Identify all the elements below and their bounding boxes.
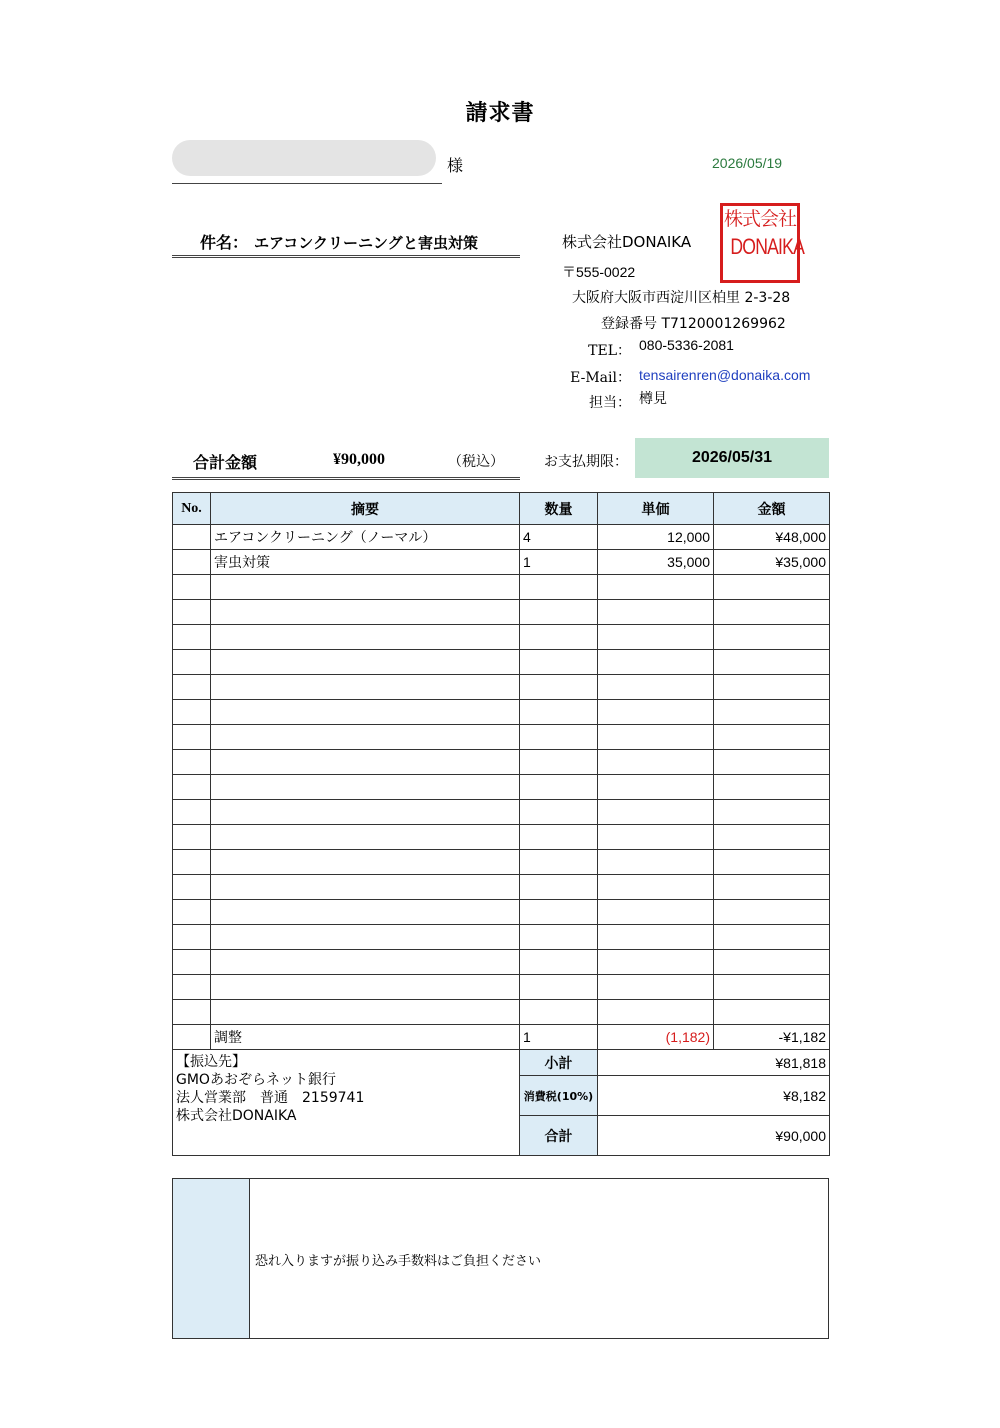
cell-amount: ¥48,000 bbox=[714, 525, 830, 550]
empty-cell bbox=[714, 575, 830, 600]
empty-cell bbox=[211, 825, 520, 850]
empty-cell bbox=[211, 625, 520, 650]
company-seal-stamp bbox=[720, 203, 805, 283]
tax-included-note: （税込） bbox=[448, 454, 504, 470]
adjustment-description: 調整 bbox=[211, 1025, 520, 1050]
empty-cell bbox=[598, 950, 714, 975]
empty-cell bbox=[598, 900, 714, 925]
empty-cell bbox=[211, 600, 520, 625]
empty-cell bbox=[173, 725, 211, 750]
cell-unit-price: 35,000 bbox=[598, 550, 714, 575]
table-row-empty bbox=[173, 975, 830, 1000]
empty-cell bbox=[520, 925, 598, 950]
issue-date: 2026/05/19 bbox=[712, 155, 783, 171]
empty-cell bbox=[598, 700, 714, 725]
empty-cell bbox=[598, 675, 714, 700]
stamp-line-2: DONAIKA bbox=[730, 234, 805, 259]
contact-value: 樽見 bbox=[639, 390, 667, 406]
header-no: No. bbox=[173, 493, 211, 525]
empty-cell bbox=[173, 650, 211, 675]
empty-cell bbox=[714, 775, 830, 800]
issuer-company: 株式会社DONAIKA bbox=[562, 233, 692, 251]
empty-cell bbox=[211, 850, 520, 875]
empty-cell bbox=[520, 750, 598, 775]
empty-cell bbox=[714, 675, 830, 700]
table-row-empty bbox=[173, 850, 830, 875]
table-row-empty bbox=[173, 625, 830, 650]
table-row-empty bbox=[173, 1000, 830, 1025]
empty-cell bbox=[520, 725, 598, 750]
empty-cell bbox=[520, 775, 598, 800]
total-amount-value: ¥90,000 bbox=[333, 451, 385, 468]
bank-name: GMOあおぞらネット銀行 bbox=[176, 1072, 336, 1088]
empty-cell bbox=[173, 600, 211, 625]
cell-no bbox=[173, 550, 211, 575]
document-title: 請求書 bbox=[465, 101, 535, 126]
empty-cell bbox=[714, 700, 830, 725]
adjustment-row bbox=[173, 1025, 830, 1050]
empty-cell bbox=[173, 750, 211, 775]
empty-cell bbox=[714, 900, 830, 925]
empty-cell bbox=[173, 825, 211, 850]
empty-cell bbox=[173, 900, 211, 925]
empty-cell bbox=[598, 625, 714, 650]
empty-cell bbox=[714, 875, 830, 900]
empty-cell bbox=[173, 850, 211, 875]
cell-no bbox=[173, 1025, 211, 1050]
email-label: E-Mail： bbox=[570, 370, 631, 386]
tel-label: TEL： bbox=[588, 343, 631, 359]
empty-cell bbox=[714, 850, 830, 875]
empty-cell bbox=[211, 750, 520, 775]
empty-cell bbox=[211, 975, 520, 1000]
empty-cell bbox=[714, 725, 830, 750]
table-row-empty bbox=[173, 725, 830, 750]
empty-cell bbox=[598, 925, 714, 950]
empty-cell bbox=[211, 775, 520, 800]
header-amount: 金額 bbox=[714, 493, 830, 525]
empty-cell bbox=[211, 875, 520, 900]
table-row-empty bbox=[173, 675, 830, 700]
empty-cell bbox=[173, 800, 211, 825]
empty-cell bbox=[173, 925, 211, 950]
empty-cell bbox=[520, 625, 598, 650]
empty-cell bbox=[714, 800, 830, 825]
empty-cell bbox=[598, 575, 714, 600]
subject bbox=[200, 230, 478, 253]
table-row-empty bbox=[173, 800, 830, 825]
table-row-empty bbox=[173, 650, 830, 675]
subtotal-row bbox=[173, 1050, 830, 1076]
header-description: 摘要 bbox=[211, 493, 520, 525]
due-date-label: お支払期限： bbox=[544, 454, 628, 470]
empty-cell bbox=[173, 775, 211, 800]
empty-cell bbox=[173, 950, 211, 975]
client-underline bbox=[172, 183, 442, 184]
empty-cell bbox=[598, 775, 714, 800]
empty-cell bbox=[714, 750, 830, 775]
table-row bbox=[173, 525, 830, 550]
tax-label: 消費税(10%) bbox=[520, 1076, 598, 1116]
empty-cell bbox=[211, 950, 520, 975]
empty-cell bbox=[714, 975, 830, 1000]
empty-cell bbox=[520, 850, 598, 875]
cell-quantity: 1 bbox=[520, 550, 598, 575]
client-honorific: 様 bbox=[447, 156, 464, 175]
empty-cell bbox=[173, 700, 211, 725]
contact-label: 担当： bbox=[589, 395, 631, 411]
empty-cell bbox=[173, 575, 211, 600]
email-value[interactable]: tensairenren@donaika.com bbox=[639, 367, 811, 383]
empty-cell bbox=[520, 700, 598, 725]
table-header-row bbox=[173, 493, 830, 525]
due-date-value: 2026/05/31 bbox=[691, 449, 773, 466]
empty-cell bbox=[598, 725, 714, 750]
bank-heading: 【振込先】 bbox=[176, 1054, 246, 1070]
empty-cell bbox=[520, 600, 598, 625]
issuer-address: 大阪府大阪市西淀川区柏里 2-3-28 bbox=[572, 290, 791, 306]
empty-cell bbox=[714, 625, 830, 650]
table-row-empty bbox=[173, 700, 830, 725]
header-quantity: 数量 bbox=[520, 493, 598, 525]
empty-cell bbox=[714, 925, 830, 950]
table-row-empty bbox=[173, 600, 830, 625]
empty-cell bbox=[598, 1000, 714, 1025]
empty-cell bbox=[211, 700, 520, 725]
issuer-zip: 〒555-0022 bbox=[562, 264, 636, 280]
empty-cell bbox=[520, 975, 598, 1000]
table-row-empty bbox=[173, 875, 830, 900]
empty-cell bbox=[520, 800, 598, 825]
empty-cell bbox=[598, 875, 714, 900]
cell-description: 害虫対策 bbox=[211, 550, 520, 575]
table-row-empty bbox=[173, 900, 830, 925]
empty-cell bbox=[598, 600, 714, 625]
empty-cell bbox=[714, 650, 830, 675]
empty-cell bbox=[211, 900, 520, 925]
empty-cell bbox=[173, 875, 211, 900]
empty-cell bbox=[211, 800, 520, 825]
tel-value: 080-5336-2081 bbox=[639, 337, 734, 353]
total-underline bbox=[172, 477, 520, 480]
bank-holder: 株式会社DONAIKA bbox=[176, 1108, 297, 1124]
table-row-empty bbox=[173, 575, 830, 600]
empty-cell bbox=[173, 625, 211, 650]
notes-side-panel bbox=[173, 1179, 250, 1338]
table-row-empty bbox=[173, 950, 830, 975]
cell-amount: ¥35,000 bbox=[714, 550, 830, 575]
client-name-redacted bbox=[172, 140, 436, 176]
stamp-line-1: 株式会社 bbox=[723, 208, 796, 230]
empty-cell bbox=[520, 675, 598, 700]
cell-description: エアコンクリーニング（ノーマル） bbox=[211, 525, 520, 550]
empty-cell bbox=[173, 975, 211, 1000]
empty-cell bbox=[520, 950, 598, 975]
cell-quantity: 4 bbox=[520, 525, 598, 550]
subtotal-value: ¥81,818 bbox=[598, 1050, 830, 1076]
bank-info bbox=[173, 1050, 520, 1156]
empty-cell bbox=[520, 1000, 598, 1025]
empty-cell bbox=[211, 925, 520, 950]
issuer-registration: 登録番号 T7120001269962 bbox=[601, 316, 786, 332]
empty-cell bbox=[211, 675, 520, 700]
subject-underline bbox=[172, 255, 520, 258]
subtotal-label: 小計 bbox=[520, 1050, 598, 1076]
subject-label: 件名： bbox=[200, 233, 249, 252]
empty-cell bbox=[598, 975, 714, 1000]
cell-no bbox=[173, 525, 211, 550]
subject-text: エアコンクリーニングと害虫対策 bbox=[254, 234, 478, 252]
empty-cell bbox=[211, 1000, 520, 1025]
empty-cell bbox=[211, 725, 520, 750]
table-row-empty bbox=[173, 750, 830, 775]
total-amount-label: 合計金額 bbox=[193, 453, 258, 472]
empty-cell bbox=[211, 650, 520, 675]
empty-cell bbox=[714, 600, 830, 625]
table-row-empty bbox=[173, 925, 830, 950]
empty-cell bbox=[714, 950, 830, 975]
notes-box bbox=[172, 1178, 829, 1339]
adjustment-amount: -¥1,182 bbox=[714, 1025, 830, 1050]
adjustment-unit-price: (1,182) bbox=[598, 1025, 714, 1050]
empty-cell bbox=[598, 650, 714, 675]
adjustment-quantity: 1 bbox=[520, 1025, 598, 1050]
empty-cell bbox=[173, 675, 211, 700]
grand-total-value: ¥90,000 bbox=[598, 1116, 830, 1156]
empty-cell bbox=[520, 650, 598, 675]
empty-cell bbox=[520, 575, 598, 600]
cell-unit-price: 12,000 bbox=[598, 525, 714, 550]
empty-cell bbox=[520, 875, 598, 900]
empty-cell bbox=[520, 900, 598, 925]
empty-cell bbox=[520, 825, 598, 850]
items-table bbox=[172, 492, 830, 1156]
tax-value: ¥8,182 bbox=[598, 1076, 830, 1116]
empty-cell bbox=[714, 825, 830, 850]
empty-cell bbox=[598, 750, 714, 775]
empty-cell bbox=[173, 1000, 211, 1025]
empty-cell bbox=[598, 825, 714, 850]
table-row-empty bbox=[173, 825, 830, 850]
empty-cell bbox=[598, 800, 714, 825]
header-unit-price: 単価 bbox=[598, 493, 714, 525]
empty-cell bbox=[211, 575, 520, 600]
table-row bbox=[173, 550, 830, 575]
grand-total-label: 合計 bbox=[520, 1116, 598, 1156]
empty-cell bbox=[714, 1000, 830, 1025]
notes-text: 恐れ入りますが振り込み手数料はご負担ください bbox=[255, 1254, 542, 1269]
bank-account: 法人営業部 普通 2159741 bbox=[176, 1090, 365, 1106]
empty-cell bbox=[598, 850, 714, 875]
table-row-empty bbox=[173, 775, 830, 800]
